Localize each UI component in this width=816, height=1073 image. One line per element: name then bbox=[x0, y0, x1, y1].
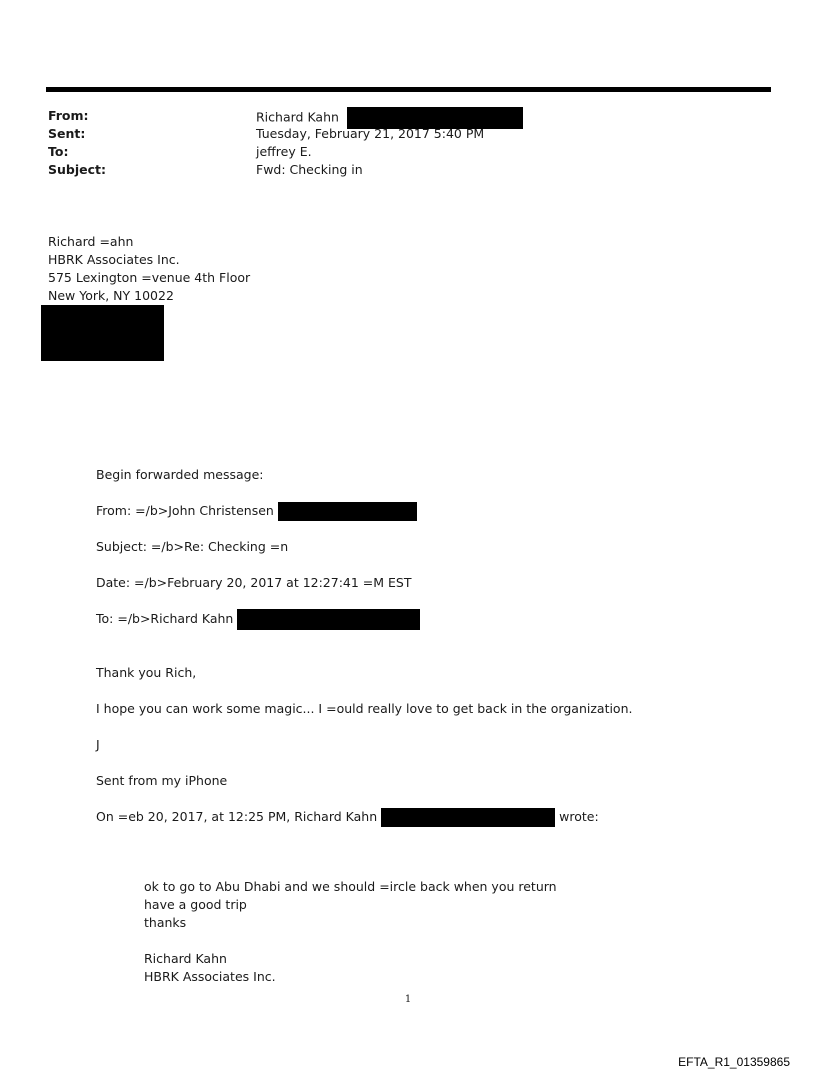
subject-row bbox=[48, 161, 768, 179]
quoted-line: have a good trip bbox=[144, 897, 247, 912]
sent-value: Tuesday, February 21, 2017 5:40 PM bbox=[256, 126, 485, 141]
to-value: jeffrey E. bbox=[256, 144, 312, 159]
header-rule bbox=[46, 87, 771, 92]
from-value bbox=[256, 107, 768, 125]
redaction-block bbox=[278, 502, 417, 521]
redaction-block bbox=[237, 609, 420, 630]
sent-label: Sent: bbox=[48, 126, 86, 141]
forward-initial: J bbox=[96, 737, 100, 752]
forwarded-message bbox=[96, 465, 776, 843]
to-row bbox=[48, 143, 768, 161]
forward-greeting: Thank you Rich, bbox=[96, 665, 197, 680]
quoted-line: thanks bbox=[144, 915, 187, 930]
quoted-signature-name: Richard Kahn bbox=[144, 951, 227, 966]
forward-to-text: To: =/b>Richard Kahn bbox=[96, 611, 234, 626]
on-line-start: On =eb 20, 2017, at 12:25 PM, Richard Kahn bbox=[96, 809, 378, 824]
forward-to bbox=[96, 609, 776, 645]
forward-device: Sent from my iPhone bbox=[96, 773, 228, 788]
redaction-block bbox=[41, 305, 164, 361]
quoted-message bbox=[144, 878, 557, 986]
spacer bbox=[96, 645, 776, 663]
signature-block bbox=[48, 233, 250, 305]
signature-city: New York, NY 10022 bbox=[48, 288, 174, 303]
quoted-line: ok to go to Abu Dhabi and we should =ircle back when you return bbox=[144, 879, 557, 894]
from-label: From: bbox=[48, 108, 89, 123]
from-row bbox=[48, 107, 768, 125]
redaction-block bbox=[381, 808, 555, 827]
page-number: 1 bbox=[404, 994, 412, 1005]
email-header bbox=[48, 107, 768, 179]
quoted-signature-company: HBRK Associates Inc. bbox=[144, 969, 276, 984]
forward-body: I hope you can work some magic... I =ould really love to get back in the organization. bbox=[96, 701, 633, 716]
forward-from bbox=[96, 501, 776, 537]
subject-value: Fwd: Checking in bbox=[256, 162, 363, 177]
from-name: Richard Kahn bbox=[256, 109, 339, 125]
signature-company: HBRK Associates Inc. bbox=[48, 252, 180, 267]
forward-on-line bbox=[96, 807, 776, 843]
subject-label: Subject: bbox=[48, 162, 106, 177]
sent-row bbox=[48, 125, 768, 143]
forward-from-text: From: =/b>John Christensen bbox=[96, 503, 274, 518]
spacer bbox=[144, 932, 557, 950]
on-line-end: wrote: bbox=[559, 809, 599, 824]
forward-intro: Begin forwarded message: bbox=[96, 467, 264, 482]
to-label: To: bbox=[48, 144, 69, 159]
forward-subject: Subject: =/b>Re: Checking =n bbox=[96, 539, 289, 554]
signature-name: Richard =ahn bbox=[48, 234, 134, 249]
forward-date: Date: =/b>February 20, 2017 at 12:27:41 =M EST bbox=[96, 575, 412, 590]
signature-address: 575 Lexington =venue 4th Floor bbox=[48, 270, 251, 285]
document-id: EFTA_R1_01359865 bbox=[678, 1055, 790, 1069]
